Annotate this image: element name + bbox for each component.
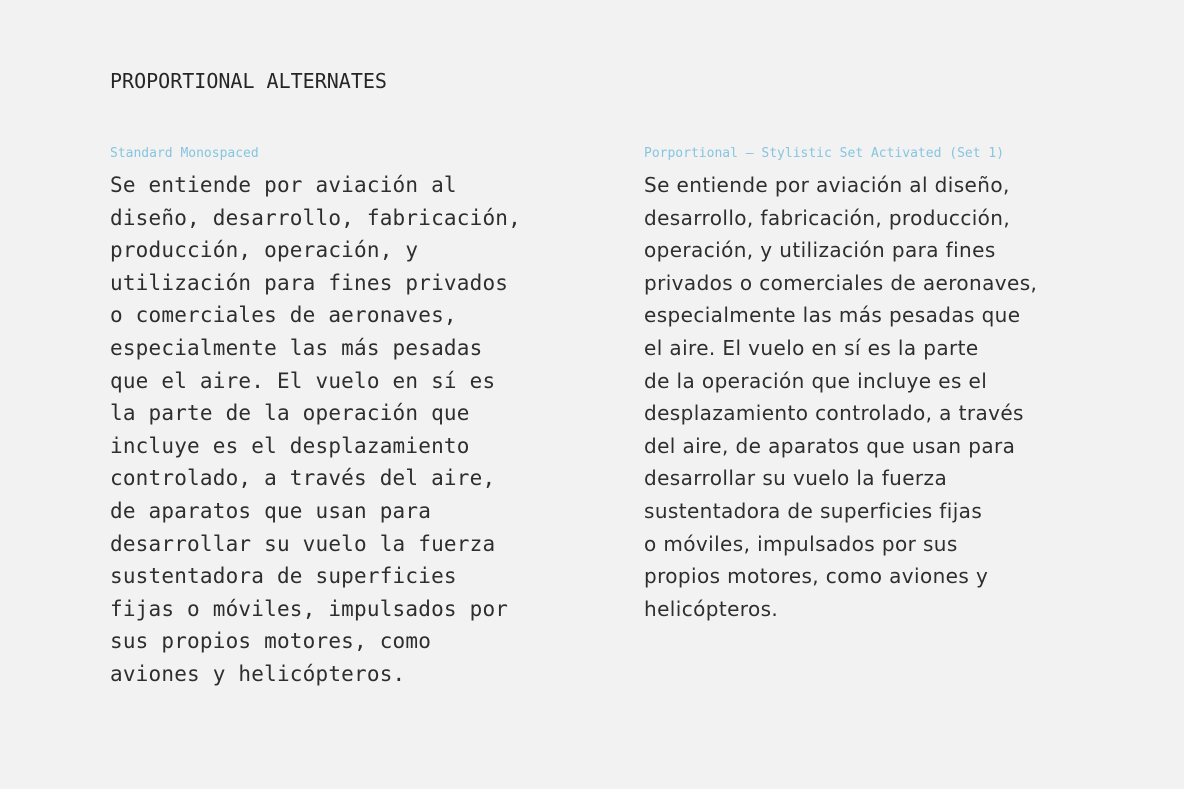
paragraph-line: el aire. El vuelo en sí es la parte <box>644 335 979 360</box>
paragraph-line: sus propios motores, como <box>110 629 432 654</box>
paragraph-line: diseño, desarrollo, fabricación, <box>110 205 521 230</box>
paragraph-line: o comerciales de aeronaves, <box>110 303 457 328</box>
paragraph-line: de la operación que incluye es el <box>644 368 988 393</box>
paragraph-line: que el aire. El vuelo en sí es <box>110 368 496 393</box>
paragraph-line: especialmente las más pesadas que <box>644 303 1021 328</box>
page-title: PROPORTIONAL ALTERNATES <box>110 69 387 93</box>
paragraph-line: utilización para fines privados <box>110 270 509 295</box>
paragraph-line: desplazamiento controlado, a través <box>644 401 1024 426</box>
paragraph-line: del aire, de aparatos que usan para <box>644 433 1016 458</box>
paragraph-line: Se entiende por aviación al diseño, <box>644 173 1010 197</box>
paragraph-line: aviones y helicópteros. <box>110 661 406 686</box>
monospaced-column <box>110 145 580 691</box>
paragraph-line: la parte de la operación que <box>110 401 470 426</box>
paragraph-line: desarrollar su vuelo la fuerza <box>110 531 496 556</box>
proportional-label: Porportional – Stylistic Set Activated (Set 1) <box>644 146 1005 161</box>
paragraph-line: desarrollo, fabricación, producción, <box>644 205 1011 230</box>
paragraph-line: desarrollar su vuelo la fuerza <box>644 466 948 491</box>
paragraph-line: sustentadora de superficies <box>110 564 457 589</box>
monospaced-paragraph <box>110 169 580 691</box>
paragraph-line: de aparatos que usan para <box>110 498 432 523</box>
paragraph-line: privados o comerciales de aeronaves, <box>644 270 1038 295</box>
paragraph-line: helicópteros. <box>644 596 779 621</box>
paragraph-line: sustentadora de superficies fijas <box>644 498 983 523</box>
proportional-paragraph <box>644 169 1114 625</box>
paragraph-line: Se entiende por aviación al <box>110 173 457 197</box>
paragraph-line: producción, operación, y <box>110 238 419 263</box>
paragraph-line: o móviles, impulsados por sus <box>644 531 958 556</box>
paragraph-line: especialmente las más pesadas <box>110 335 483 360</box>
paragraph-line: operación, y utilización para fines <box>644 238 996 263</box>
paragraph-line: fijas o móviles, impulsados por <box>110 596 509 621</box>
paragraph-line: propios motores, como aviones y <box>644 564 989 589</box>
monospaced-label: Standard Monospaced <box>110 146 259 161</box>
paragraph-line: controlado, a través del aire, <box>110 466 496 491</box>
paragraph-line: incluye es el desplazamiento <box>110 433 470 458</box>
proportional-column <box>644 145 1114 625</box>
